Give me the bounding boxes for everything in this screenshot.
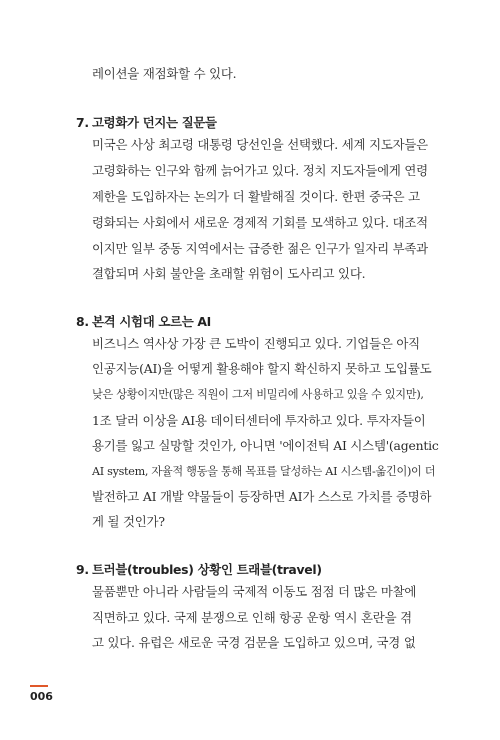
body-line: 고령화하는 인구와 함께 늙어가고 있다. 정치 지도자들에게 연령 (92, 163, 428, 178)
body-line: 고 있다. 유럽은 새로운 국경 검문을 도입하고 있으며, 국경 없 (92, 635, 416, 650)
body-line: 결합되며 사회 불안을 초래할 위험이 도사리고 있다. (92, 266, 366, 281)
body-line: 게 될 것인가? (92, 514, 165, 529)
section-title: 본격 시험대 오르는 AI (92, 314, 211, 329)
section-number: 9. (76, 562, 89, 577)
body-line: 이지만 일부 중동 지역에서는 급증한 젊은 인구가 일자리 부족과 (92, 241, 428, 256)
section-number: 8. (76, 314, 89, 329)
section-title: 고령화가 던지는 질문들 (92, 115, 217, 130)
page-number: 006 (30, 690, 53, 703)
section-title: 트러블(troubles) 상황인 트래블(travel) (92, 562, 322, 577)
section-number: 7. (76, 115, 89, 130)
section-7-heading (76, 115, 416, 131)
section-9-heading (76, 562, 416, 578)
section-8-heading (76, 314, 416, 330)
body-line: 령화되는 사회에서 새로운 경제적 기회를 모색하고 있다. 대조적 (92, 215, 428, 230)
body-line: 제한을 도입하자는 논의가 더 활발해질 것이다. 한편 중국은 고 (92, 189, 420, 204)
body-line: AI system, 자율적 행동을 통해 목표를 달성하는 AI 시스템-옮긴이)이 더 (92, 465, 436, 478)
intro-line: 레이션을 재점화할 수 있다. (92, 66, 237, 81)
body-line: 미국은 사상 최고령 대통령 당선인을 선택했다. 세계 지도자들은 (92, 137, 428, 152)
body-line: 용기를 잃고 실망할 것인가, 아니면 '에이전틱 AI 시스템'(agentic (92, 438, 439, 453)
body-line: 발전하고 AI 개발 약물들이 등장하면 AI가 스스로 가치를 증명하 (92, 489, 432, 504)
body-line: 직면하고 있다. 국제 분쟁으로 인해 항공 운항 역시 혼란을 겪 (92, 610, 412, 625)
page-number-rule (30, 685, 48, 687)
body-line: 비즈니스 역사상 가장 큰 도박이 진행되고 있다. 기업들은 아직 (92, 336, 420, 351)
body-line: 인공지능(AI)을 어떻게 활용해야 할지 확신하지 못하고 도입률도 (92, 361, 432, 376)
body-line: 1조 달러 이상을 AI용 데이터센터에 투자하고 있다. 투자자들이 (92, 413, 426, 428)
body-line: 물품뿐만 아니라 사람들의 국제적 이동도 점점 더 많은 마찰에 (92, 584, 417, 599)
body-line: 낮은 상황이지만(많은 직원이 그저 비밀리에 사용하고 있을 수 있지만), (92, 388, 424, 401)
